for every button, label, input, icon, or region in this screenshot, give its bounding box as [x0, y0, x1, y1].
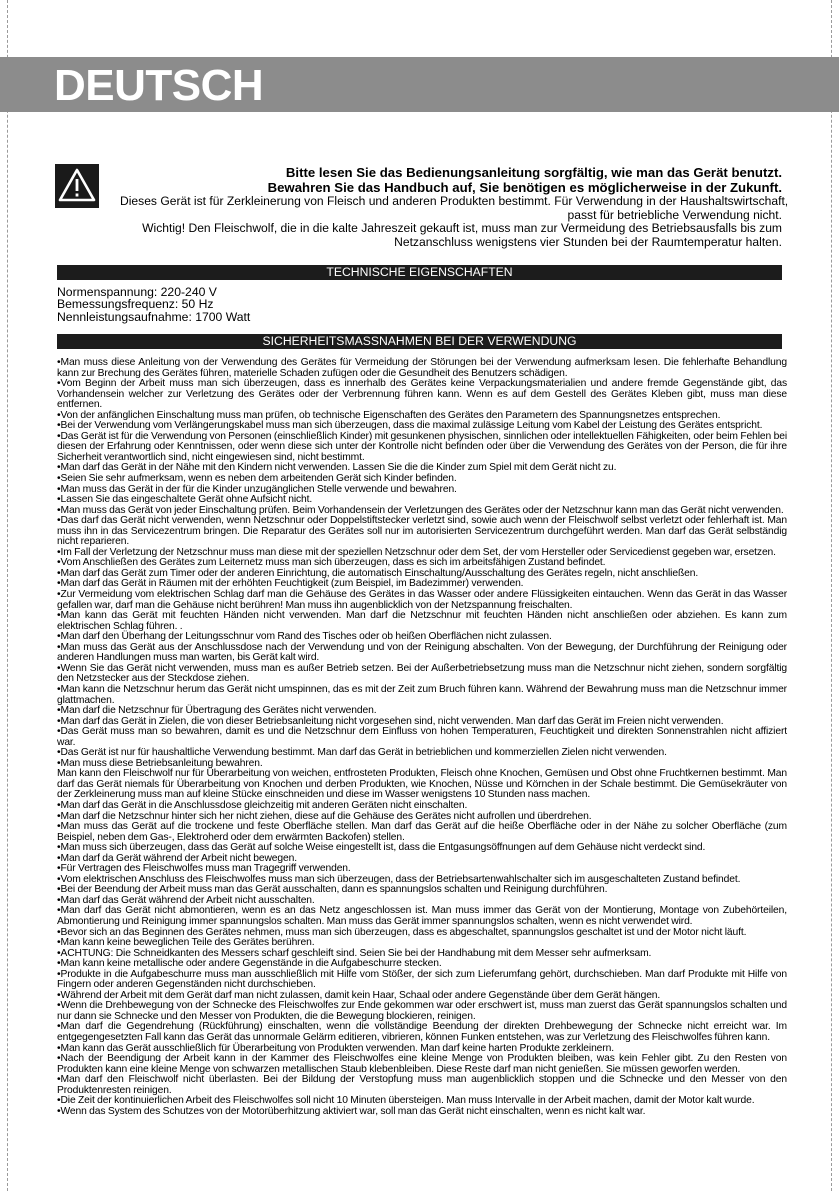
safety-heading: SICHERHEITSMASSNAHMEN BEI DER VERWENDUNG — [57, 334, 782, 349]
intro-line: Netzanschluss wenigstens vier Stunden bei der Raumtemperatur halten. — [394, 234, 782, 249]
safety-item: •Man kann das Gerät mit feuchten Händen nicht verwenden. Man darf die Netzschnur mit feuchten Händen nicht anschließen oder abziehen. Es kann zum elektrischen Schlag führen. . — [57, 610, 787, 632]
safety-item: •Man darf das Gerät in der Nähe mit den Kindern nicht verwenden. Lassen Sie die die Kinder zum Spiel mit dem Gerät nicht zu. — [57, 462, 617, 474]
safety-item: •Lassen Sie das eingeschaltete Gerät ohne Aufsicht nicht. — [57, 494, 313, 506]
safety-item: •Man darf das Gerät in Räumen mit der erhöhten Feuchtigkeit (zum Beispiel, im Badezimmer) verwenden. — [57, 578, 524, 590]
intro-bold-line: Bitte lesen Sie das Bedienungsanleitung sorgfältig, wie man das Gerät benutzt. — [285, 165, 782, 180]
safety-item: •ACHTUNG: Die Schneidkanten des Messers scharf geschleift sind. Seien Sie bei der Handhabung mit dem Messer sehr aufmerksam. — [57, 947, 652, 959]
intro-bold-line: Bewahren Sie das Handbuch auf, Sie benötigen es möglicherweise in der Zukunft. — [267, 180, 782, 195]
safety-item: •Man muss das Gerät aus der Anschlussdose nach der Verwendung und von der Reinigung abschalten. Von der Bewegung, der Durchführung der Reinigung oder anderen Handlungen muss man warten, bis Gerät kalt wird. — [57, 641, 787, 664]
tech-heading: TECHNISCHE EIGENSCHAFTEN — [57, 265, 782, 280]
safety-item: •Man darf das Gerät zum Timer oder der anderen Einrichtung, die automatisch Einschaltung/Ausschaltung des Gerätes regeln, nicht anschließen. — [57, 567, 699, 579]
safety-item: •Man darf das Gerät während der Arbeit nicht ausschalten. — [57, 894, 315, 906]
safety-item: •Das darf das Gerät nicht verwenden, wenn Netzschnur oder Doppelstiftstecker verletzt sind, sowie auch wenn der Fleischwolf selbst verletzt oder fehlerhaft ist. Man muss ihn in das Servicezentrum bringen. Die Reparatur des Gerätes soll nur im autorisierten Servicezentrum durchgeführt werden. Man darf das Gerät selbständig nicht reparieren. — [57, 515, 787, 548]
intro-line: passt für betriebliche Verwendung nicht. — [567, 207, 782, 222]
safety-item: •Das Gerät ist für die Verwendung von Personen (einschließlich Kinder) mit gesunkenen physischen, sinnlichen oder intellektuellen Fähigkeiten, oder beim Fehlen bei diesen der Erfahrung oder Kenntnissen, oder wenn diese sich unter der Kontrolle nicht befinden oder über die Verwendung des Gerätes von der Person, die für ihre Sicherheit verantwortlich sind, nicht eingewiesen sind, nicht bestimmt. — [57, 430, 787, 463]
safety-item: •Bevor sich an das Beginnen des Gerätes nehmen, muss man sich überzeugen, dass es abgeschaltet, spannungslos geschaltet ist und der Motor nicht läuft. — [57, 926, 747, 938]
cut-line-right — [831, 0, 832, 1191]
safety-item: •Man kann die Netzschnur herum das Gerät nicht umspinnen, das es mit der Zeit zum Bruch führen kann. Während der Bewahrung muss man die Netzschnur immer glattmachen. — [57, 683, 787, 706]
safety-item: •Wenn Sie das Gerät nicht verwenden, muss man es außer Betrieb setzen. Bei der Außerbetriebsetzung muss man die Netzschnur nicht ziehen, sondern sorgfältig den Netzstecker aus der Steckdose ziehen. — [57, 662, 787, 685]
safety-item: Man kann den Fleischwolf nur für Überarbeitung von weichen, entfrosteten Produkten, Fleisch ohne Knochen, Gemüsen und Obst ohne Fruchtkernen bestimmt. Man darf das Gerät niemals für Überarbeitung von Knochen und derben Produkten, wie Knochen, Nüsse und Körnchen in der Schale bestimmt. Die Gemüsekräuter von der Zerkleinerung muss man auf kleine Stücke einschneiden und diese im Wasser wenigstens 10 Stunden nass machen. — [57, 768, 787, 801]
spec-power: Nennleistungsaufnahme: 1700 Watt — [57, 309, 251, 324]
safety-item: •Vom elektrischen Anschluss des Fleischwolfes muss man sich überzeugen, dass der Betriebsartenwahlschalter sich im ausgeschalteten Zustand befindet. — [57, 873, 741, 885]
safety-item: •Man darf die Netzschnur für Übertragung des Gerätes nicht verwenden. — [57, 705, 377, 717]
safety-item: •Nach der Beendigung der Arbeit kann in der Kammer des Fleischwolfes eine kleine Menge von Produkten bleiben, was kein Fehler gibt. Zu den Resten von Produkten kann eine kleine Menge von schwarzen metallischen Staub klebenbleiben. Diese Reste darf man nicht genießen. Sie müssen geworfen werden. — [57, 1053, 787, 1075]
cut-line-left — [7, 0, 8, 1191]
safety-item: •Man darf die Netzschnur hinter sich her nicht ziehen, diese auf die Gehäuse des Gerätes nicht aufrollen und überdrehen. — [57, 810, 592, 822]
intro-line: Wichtig! Den Fleischwolf, die in die kalte Jahreszeit gekauft ist, muss man zur Vermeidung des Betriebsausfalls bis zum — [142, 221, 782, 235]
safety-item: •Man muss das Gerät in der für die Kinder unzugänglichen Stelle verwende und bewahren. — [57, 483, 457, 495]
safety-item: •Man darf den Überhang der Leitungsschnur vom Rand des Tisches oder ob heißen Oberflächen nicht zulassen. — [57, 631, 552, 643]
safety-item: •Bei der Beendung der Arbeit muss man das Gerät ausschalten, dann es spannungslos schalten und Reinigung durchführen. — [57, 884, 608, 896]
safety-item: •Das Gerät muss man so bewahren, damit es und die Netzschnur dem Einfluss von hohen Temperaturen, Feuchtigkeit und direkten Sonnenstrahlen nicht affiziert war. — [57, 726, 787, 748]
page-title: DEUTSCH — [54, 61, 264, 110]
safety-item: •Man darf das Gerät nicht abmontieren, wenn es an das Netz angeschlossen ist. Man muss immer das Gerät von der Montierung, Montage von Zubehörteilen, Abmontierung und Reinigung immer spannungslos schalten. Man muss das Gerät immer spannungslos schalten, wenn es nicht verwendet wird. — [57, 905, 787, 927]
safety-item: •Das Gerät ist nur für haushaltliche Verwendung bestimmt. Man darf das Gerät in betrieblichen und kommerziellen Zielen nicht verwenden. — [57, 747, 667, 759]
safety-item: •Man darf den Fleischwolf nicht überlasten. Bei der Bildung der Verstopfung muss man augenblicklich stoppen und die Schnecke und den Messer von den Produktenresten reinigen. — [57, 1074, 787, 1096]
safety-list — [57, 358, 787, 1117]
safety-item: •Im Fall der Verletzung der Netzschnur muss man diese mit der speziellen Netzschnur oder dem Set, der vom Hersteller oder Servicedienst gegeben war, ersetzen. — [57, 546, 776, 558]
safety-item: •Man kann das Gerät ausschließlich für Überarbeitung von Produkten verwenden. Man darf keine harten Produkte zerkleinern. — [57, 1042, 614, 1054]
safety-item: •Die Zeit der kontinuierlichen Arbeit des Fleischwolfes soll nicht 10 Minuten übersteigen. Man muss Intervalle in der Arbeit machen, damit der Motor kalt wurde. — [57, 1095, 755, 1107]
safety-item: •Man muss das Gerät auf die trockene und feste Oberfläche stellen. Man darf das Gerät auf die heiße Oberfläche oder in der Nähe zu solcher Oberfläche (zum Beispiel, neben dem Gas-, Elektroherd oder dem erwärmten Backofen) stellen. — [57, 821, 787, 843]
safety-item: •Man darf das Gerät in Zielen, die von dieser Betriebsanleitung nicht vorgesehen sind, nicht verwenden. Man darf das Gerät im Freien nicht verwenden. — [57, 715, 724, 727]
safety-item: •Wenn die Drehbewegung von der Schnecke des Fleischwolfes zur Ende gekommen war oder erschwert ist, muss man zuerst das Gerät spannungslos schalten und nur dann sie Schnecke und den Messer von Produkten, die die Bewegung blockieren, reinigen. — [57, 1000, 787, 1022]
safety-item: •Man muss diese Anleitung von der Verwendung des Gerätes für Vermeidung der Störungen bei der Verwendung aufmerksam lesen. Die fehlerhafte Behandlung kann zur Brechung des Gerätes führen, materielle Schaden zufügen oder die Gesundheit des Benutzers schädigen. — [57, 357, 787, 379]
tech-specs — [57, 286, 250, 323]
safety-item: •Von der anfänglichen Einschaltung muss man prüfen, ob technische Eigenschaften des Gerätes den Parametern des Spannungsnetzes entsprechen. — [57, 409, 721, 421]
spec-frequency: Bemessungsfrequenz: 50 Hz — [57, 297, 214, 312]
safety-item: •Man kann keine metallische oder andere Gegenstände in die Aufgabeschurre stecken. — [57, 958, 442, 970]
safety-item: •Bei der Verwendung vom Verlängerungskabel muss man sich überzeugen, dass die maximal zulässige Leitung vom Kabel der Leistung des Gerätes entspricht. — [57, 420, 763, 432]
warning-icon — [55, 164, 99, 208]
safety-item: •Man muss das Gerät von jeder Einschaltung prüfen. Beim Vorhandensein der Verletzungen des Gerätes oder der Netzschnur kann man das Gerät nicht verwenden. — [57, 504, 784, 516]
safety-item: •Man darf die Gegendrehung (Rückführung) einschalten, wenn die vollständige Beendung der direkten Drehbewegung der Schnecke nicht erreicht war. Im entgegengesetzten Fall kann das Gerät das unnormale Gelärm editieren, vibrieren, können Funken entstehen, was zur Verletzung des Fleischwolfes führen kann. — [57, 1021, 787, 1043]
safety-item: •Zur Vermeidung vom elektrischen Schlag darf man die Gehäuse des Gerätes in das Wasser oder andere Flüssigkeiten eintauchen. Wenn das Gerät in das Wasser gefallen war, darf man die Gehäuse nicht berühren! Man muss ihn augenblicklich von der Netzspannung freischalten. — [57, 589, 787, 611]
safety-item: •Wenn das System des Schutzes von der Motorüberhitzung aktiviert war, soll man das Gerät nicht einschalten, wenn es nicht kalt war. — [57, 1105, 646, 1117]
safety-item: •Man darf da Gerät während der Arbeit nicht bewegen. — [57, 852, 297, 864]
intro-line: Dieses Gerät ist für Zerkleinerung von Fleisch und anderen Produkten bestimmt. Für Verwendung in der Haushaltswirtschaft, — [120, 194, 789, 208]
safety-item: •Vom Anschließen des Gerätes zum Leiternetz muss man sich überzeugen, dass es sich im arbeitsfähigen Zustand befindet. — [57, 557, 606, 569]
safety-item: •Für Vertragen des Fleischwolfes muss man Tragegriff verwenden. — [57, 863, 351, 875]
language-banner — [0, 57, 839, 112]
safety-item: •Man darf das Gerät in die Anschlussdose gleichzeitig mit anderen Geräten nicht einschalten. — [57, 799, 468, 811]
intro-text — [120, 165, 789, 249]
spec-voltage: Normenspannung: 220-240 V — [57, 285, 217, 299]
safety-item: •Während der Arbeit mit dem Gerät darf man nicht zulassen, damit kein Haar, Schaal oder andere Gegenstände über dem Gerät hängen. — [57, 989, 661, 1001]
safety-item: •Seien Sie sehr aufmerksam, wenn es neben dem arbeitenden Gerät sich Kinder befinden. — [57, 473, 457, 485]
safety-item: •Man kann keine beweglichen Teile des Gerätes berühren. — [57, 937, 315, 949]
safety-item: •Man muss sich überzeugen, dass das Gerät auf solche Weise eingestellt ist, dass die Entgasungsöffnungen auf dem Gehäuse nicht verdeckt sind. — [57, 842, 706, 854]
safety-item: •Produkte in die Aufgabeschurre muss man ausschließlich mit Hilfe vom Stößer, der sich zum Lieferumfang gehört, durchschieben. Man darf Produkte mit Hilfe von Fingern oder anderen Gegenständen nicht durchschieben. — [57, 968, 787, 991]
safety-item: •Man muss diese Betriebsanleitung bewahren. — [57, 757, 263, 769]
safety-item: •Vom Beginn der Arbeit muss man sich überzeugen, dass es innerhalb des Gerätes keine Verpackungsmaterialien und andere fremde Gegenstände gibt, das Vorhandensein welcher zur Verletzung des Gerätes oder der Verbrennung führen kann. Wenn es auf dem Gestell des Gerätes Kleben gibt, muss man diese entfernen. — [57, 378, 787, 411]
